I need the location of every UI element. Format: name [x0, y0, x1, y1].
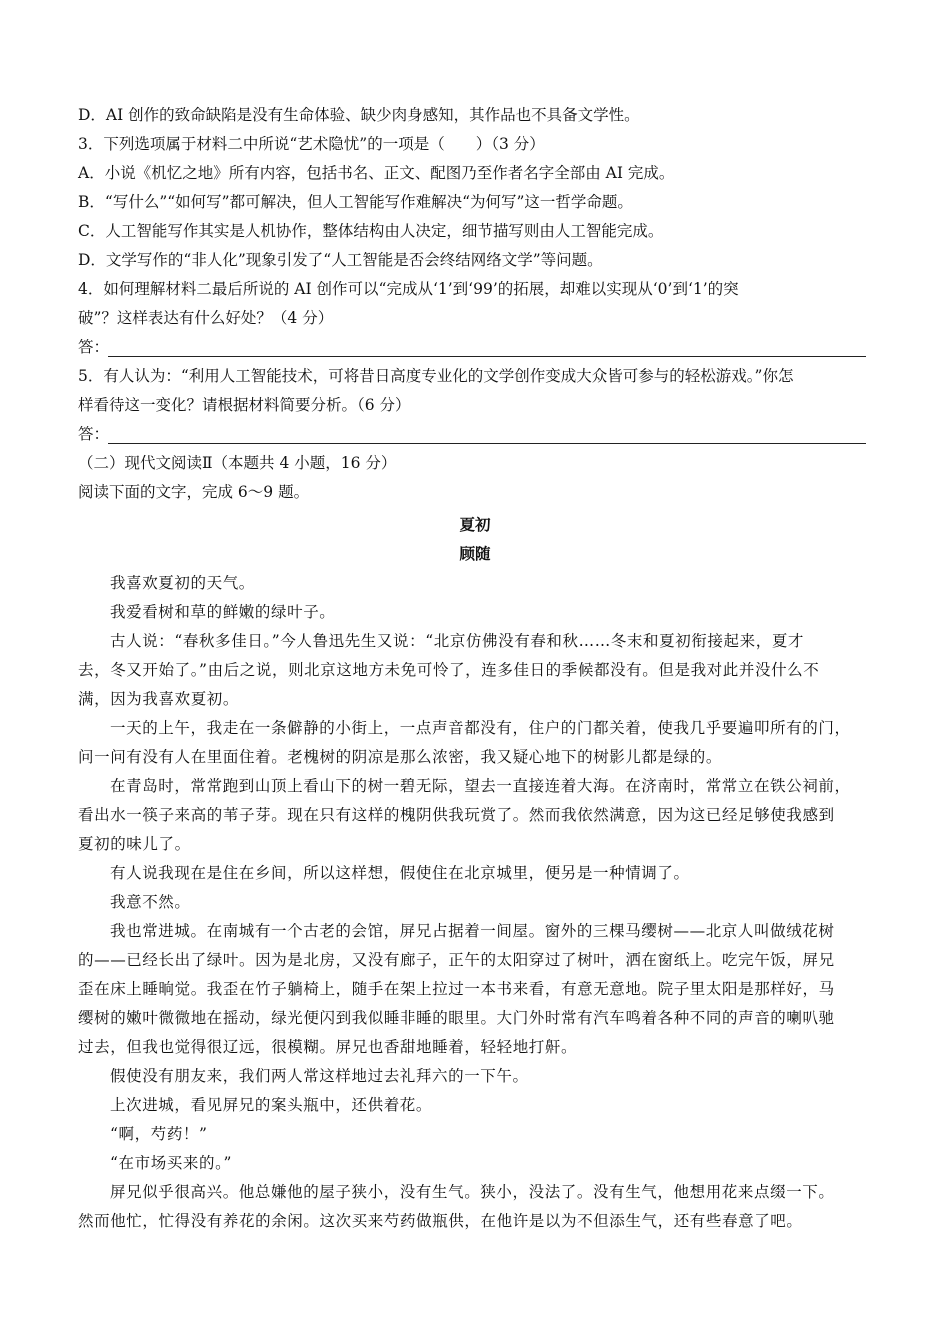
passage-author: 顾随 [459, 544, 491, 563]
q3-stem: 3．下列选项属于材料二中所说“艺术隐忧”的一项是（ ）（3 分） [78, 135, 545, 153]
passage-line: 屏兄似乎很高兴。他总嫌他的屋子狭小，没有生气。狭小，没法了。没有生气，他想用花来点缀一下。 [110, 1183, 835, 1201]
passage-line: 在青岛时，常常跑到山顶上看山下的树一碧无际，望去一直接连着大海。在济南时，常常立在铁公祠前， [110, 777, 851, 795]
section-instruction: 阅读下面的文字，完成 6～9 题。 [78, 483, 310, 501]
passage-line: 满，因为我喜欢夏初。 [78, 690, 240, 708]
q3-option-b: B．“写什么”“如何写”都可解决，但人工智能写作难解决“为何写”这一哲学命题。 [78, 193, 633, 211]
q3-option-c: C．人工智能写作其实是人机协作，整体结构由人决定，细节描写则由人工智能完成。 [78, 222, 664, 240]
passage-line: 我喜欢夏初的天气。 [110, 574, 255, 592]
passage-line: 我意不然。 [110, 893, 191, 911]
passage-line: 去，冬又开始了。”由后之说，则北京这地方未免可怜了，连多佳日的季候都没有。但是我对此并没什么不 [78, 661, 820, 679]
passage-line: 有人说我现在是住在乡间，所以这样想，假使住在北京城里，便另是一种情调了。 [110, 864, 690, 882]
passage-line: 古人说：“春秋多佳日。”今人鲁迅先生又说：“北京仿佛没有春和秋……冬末和夏初衔接起来，夏才 [110, 632, 805, 650]
answer-blank-q5[interactable] [108, 443, 866, 444]
section-heading: （二）现代文阅读Ⅱ（本题共 4 小题，16 分） [78, 454, 397, 472]
passage-line: 上次进城，看见屏兄的案头瓶中，还供着花。 [110, 1096, 433, 1114]
q5-stem-line-1: 5．有人认为：“利用人工智能技术，可将昔日高度专业化的文学创作变成大众皆可参与的轻松游戏。”你怎 [78, 367, 794, 385]
passage-line: 假使没有朋友来，我们两人常这样地过去礼拜六的一下午。 [110, 1067, 529, 1085]
q5-stem-line-2: 样看待这一变化？请根据材料简要分析。（6 分） [78, 396, 411, 414]
passage-line: 过去，但我也觉得很辽远，很模糊。屏兄也香甜地睡着，轻轻地打鼾。 [78, 1038, 578, 1056]
passage-line: “在市场买来的。” [110, 1154, 232, 1172]
answer-label-q4: 答： [78, 338, 110, 356]
answer-label-q5: 答： [78, 425, 110, 443]
q3-option-d: D．文学写作的“非人化”现象引发了“人工智能是否会终结网络文学”等问题。 [78, 251, 603, 269]
passage-line: 夏初的味儿了。 [78, 835, 191, 853]
passage-line: 我也常进城。在南城有一个古老的会馆，屏兄占据着一间屋。窗外的三棵马缨树——北京人叫做绒花树 [110, 922, 835, 940]
passage-line: 一天的上午，我走在一条僻静的小街上，一点声音都没有，住户的门都关着，使我几乎要遍叩所有的门， [110, 719, 851, 737]
passage-line: 歪在床上睡晌觉。我歪在竹子躺椅上，随手在架上拉过一本书来看，有意无意地。院子里太阳是那样好，马 [78, 980, 835, 998]
q3-option-a: A．小说《机忆之地》所有内容，包括书名、正文、配图乃至作者名字全部由 AI 完成。 [78, 164, 675, 182]
passage-line: 缨树的嫩叶微微地在摇动，绿光便闪到我似睡非睡的眼里。大门外时常有汽车鸣着各种不同的声音的喇叭驰 [78, 1009, 835, 1027]
passage-line: “啊，芍药！” [110, 1125, 208, 1143]
passage-line: 的——已经长出了绿叶。因为是北房，又没有廊子，正午的太阳穿过了树叶，洒在窗纸上。吃完午饭，屏兄 [78, 951, 835, 969]
passage-line: 看出水一筷子来高的苇子芽。现在只有这样的槐阴供我玩赏了。然而我依然满意，因为这已经足够使我感到 [78, 806, 835, 824]
passage-line: 问一问有没有人在里面住着。老槐树的阴凉是那么浓密，我又疑心地下的树影儿都是绿的。 [78, 748, 723, 766]
passage-title: 夏初 [459, 515, 491, 534]
passage-line: 然而他忙，忙得没有养花的余闲。这次买来芍药做瓶供，在他许是以为不但添生气，还有些春意了吧。 [78, 1212, 803, 1230]
passage-line: 我爱看树和草的鲜嫩的绿叶子。 [110, 603, 336, 621]
q4-stem-line-2: 破”？这样表达有什么好处？（4 分） [78, 309, 334, 327]
answer-blank-q4[interactable] [108, 356, 866, 357]
q4-stem-line-1: 4．如何理解材料二最后所说的 AI 创作可以“完成从‘1’到‘99’的拓展，却难以实现从‘0’到‘1’的突 [78, 280, 739, 298]
q2-option-d: D．AI 创作的致命缺陷是没有生命体验、缺少肉身感知，其作品也不具备文学性。 [78, 106, 640, 124]
